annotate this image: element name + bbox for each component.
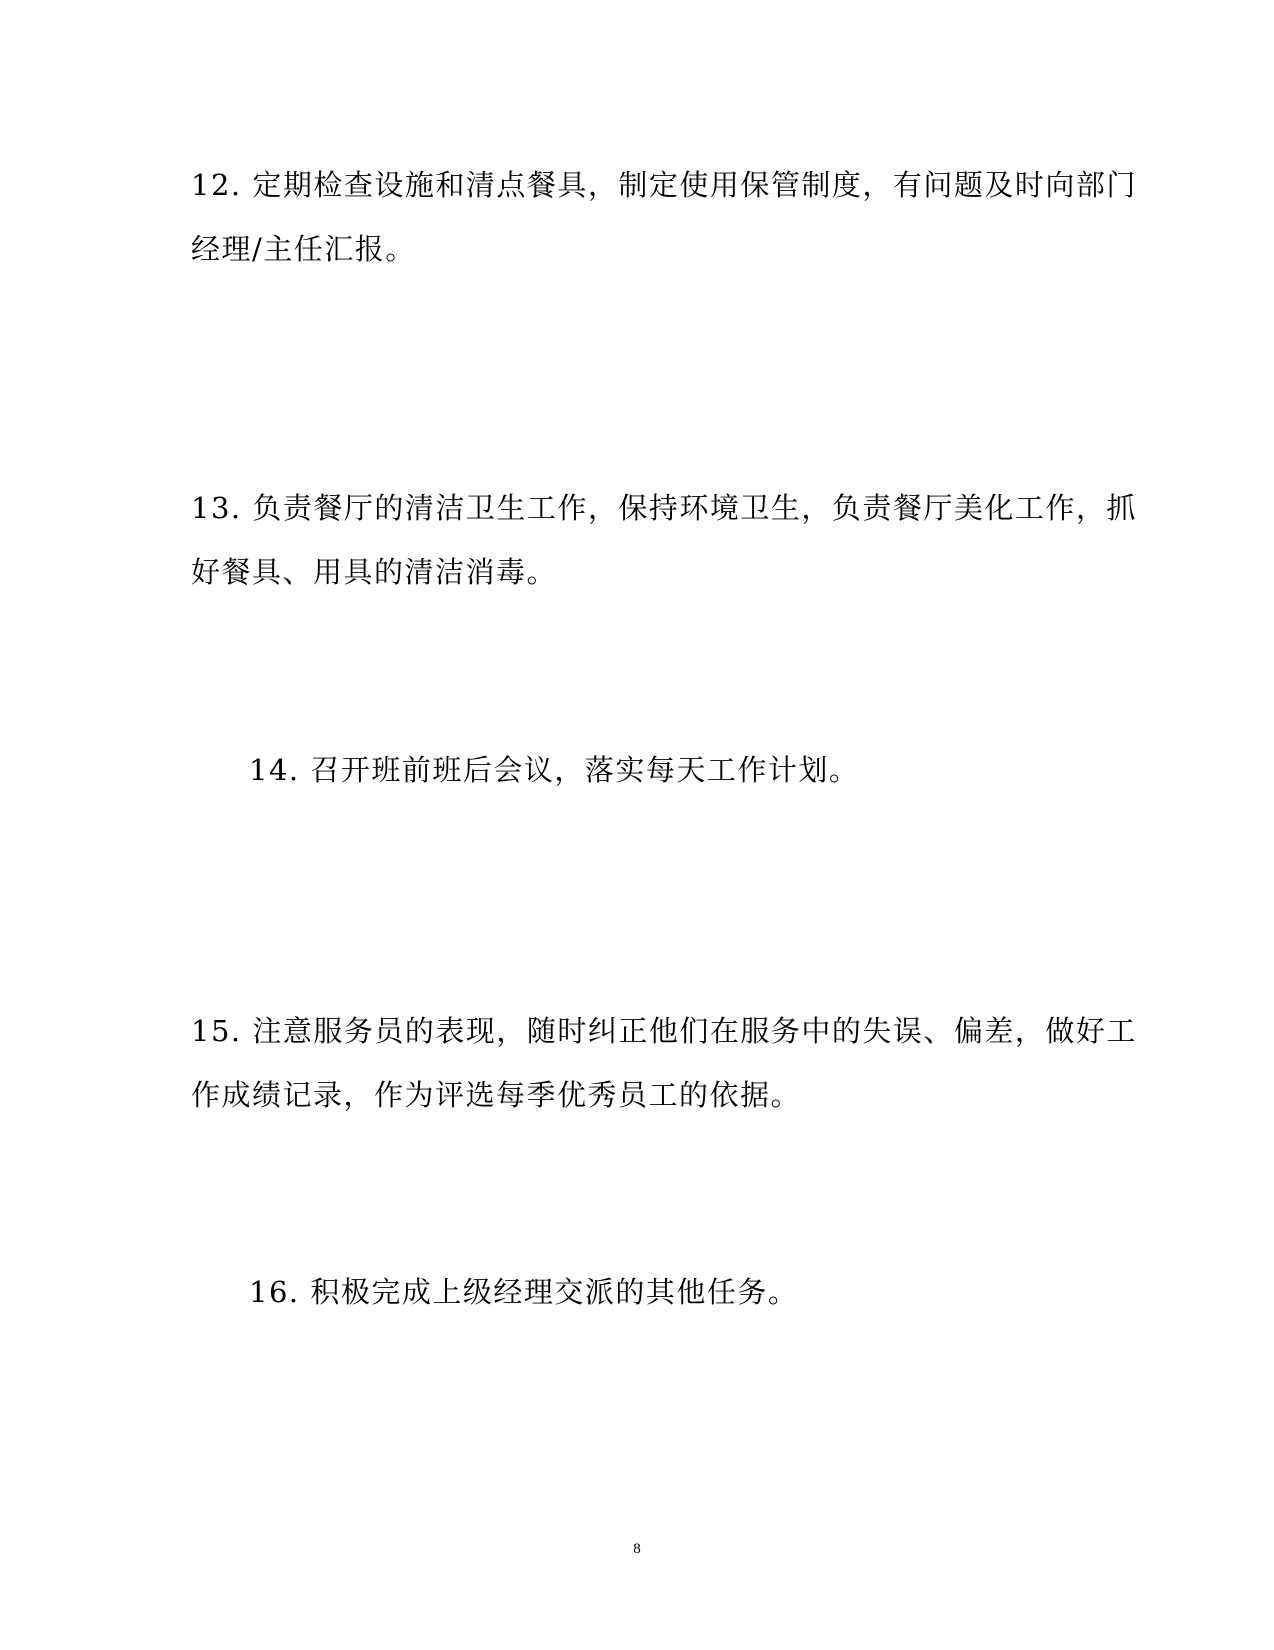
paragraph-line: 好餐具、用具的清洁消毒。	[191, 555, 558, 589]
paragraph-item-16	[249, 1260, 1149, 1324]
paragraph-line: 15. 注意服务员的表现，随时纠正他们在服务中的失误、偏差，做好工	[191, 1014, 1137, 1048]
paragraph-line: 12. 定期检查设施和清点餐具，制定使用保管制度，有问题及时向部门	[191, 168, 1137, 202]
paragraph-line: 13. 负责餐厅的清洁卫生工作，保持环境卫生，负责餐厅美化工作，抓	[191, 491, 1137, 525]
paragraph-item-12	[191, 153, 1137, 281]
page-number: 8	[633, 1541, 641, 1557]
paragraph-line: 作成绩记录，作为评选每季优秀员工的依据。	[191, 1078, 802, 1112]
paragraph-line: 14. 召开班前班后会议，落实每天工作计划。	[249, 753, 860, 787]
paragraph-item-15	[191, 999, 1137, 1127]
paragraph-line: 16. 积极完成上级经理交派的其他任务。	[249, 1275, 799, 1309]
paragraph-item-13	[191, 476, 1137, 604]
paragraph-line: 经理/主任汇报。	[191, 232, 416, 266]
paragraph-item-14	[249, 738, 1149, 802]
